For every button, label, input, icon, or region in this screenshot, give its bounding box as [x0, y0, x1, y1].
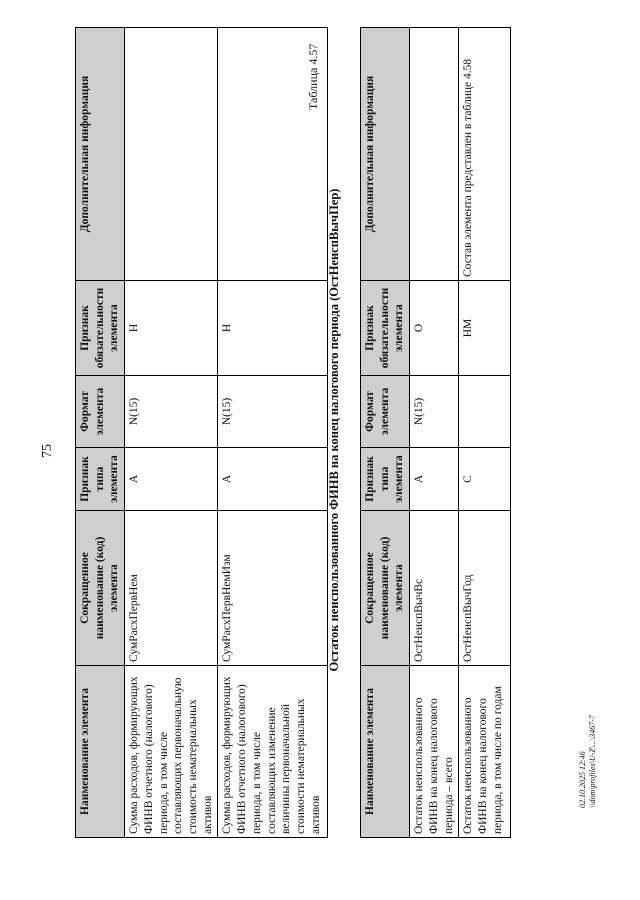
footer-path: \\dom\profiles\U-Z\...\3467-7 — [588, 715, 597, 808]
elements-table-continued — [75, 27, 328, 838]
cell-name: Сумма расходов, формирующих ФИНВ отчетного (налогового) периода, в том числе составляющих первоначальную стоимость нематериальных активов — [125, 666, 218, 838]
page-number: 75 — [40, 444, 55, 458]
col-header-name: Наименование элемента — [361, 666, 410, 838]
table-row — [410, 28, 459, 838]
table-row — [459, 28, 511, 838]
col-header-type: Признак типа элемента — [361, 448, 410, 511]
table-row — [125, 28, 218, 838]
cell-name: Остаток неиспользованного ФИНВ на конец налогового периода, в том числе по годам — [459, 666, 511, 838]
cell-code: СумРасхПервНем — [125, 511, 218, 666]
col-header-format: Формат элемента — [361, 376, 410, 448]
cell-required: Н — [125, 281, 218, 376]
col-header-type: Признак типа элемента — [76, 448, 125, 511]
col-header-name: Наименование элемента — [76, 666, 125, 838]
col-header-required: Признак обязательности элемента — [361, 281, 410, 376]
col-header-info: Дополнительная информация — [361, 28, 410, 281]
table-row — [218, 28, 328, 838]
cell-type: А — [410, 448, 459, 511]
cell-required: О — [410, 281, 459, 376]
cell-format: N(15) — [410, 376, 459, 448]
table-header-row — [76, 28, 125, 838]
unused-finv-table — [360, 27, 511, 838]
table-label: Таблица 4.57 — [306, 43, 320, 110]
footer-timestamp: 02.10.2025 12:46 — [578, 751, 587, 808]
cell-info — [410, 28, 459, 281]
print-footer — [578, 715, 598, 808]
cell-info — [125, 28, 218, 281]
col-header-code: Сокращенное наименование (код) элемента — [361, 511, 410, 666]
cell-code: ОстНеиспВычВс — [410, 511, 459, 666]
cell-name: Остаток неиспользованного ФИНВ на конец налогового периода – всего — [410, 666, 459, 838]
cell-required: НМ — [459, 281, 511, 376]
cell-format: N(15) — [218, 376, 328, 448]
cell-type: С — [459, 448, 511, 511]
cell-type: А — [125, 448, 218, 511]
col-header-required: Признак обязательности элемента — [76, 281, 125, 376]
cell-name: Сумма расходов, формирующих ФИНВ отчетного (налогового) периода, в том числе составляющих изменение величины первоначальной стоимости нематериальных активов — [218, 666, 328, 838]
cell-code: ОстНеиспВычГод — [459, 511, 511, 666]
cell-code: СумРасхПервНемИзм — [218, 511, 328, 666]
cell-format: N(15) — [125, 376, 218, 448]
cell-required: Н — [218, 281, 328, 376]
col-header-code: Сокращенное наименование (код) элемента — [76, 511, 125, 666]
col-header-format: Формат элемента — [76, 376, 125, 448]
cell-info: Состав элемента представлен в таблице 4.58 — [459, 28, 511, 281]
table-header-row — [361, 28, 410, 838]
col-header-info: Дополнительная информация — [76, 28, 125, 281]
table-title: Остаток неиспользованного ФИНВ на конец налогового периода (ОстНеиспВычПер) — [327, 188, 341, 672]
cell-format — [459, 376, 511, 448]
cell-type: А — [218, 448, 328, 511]
